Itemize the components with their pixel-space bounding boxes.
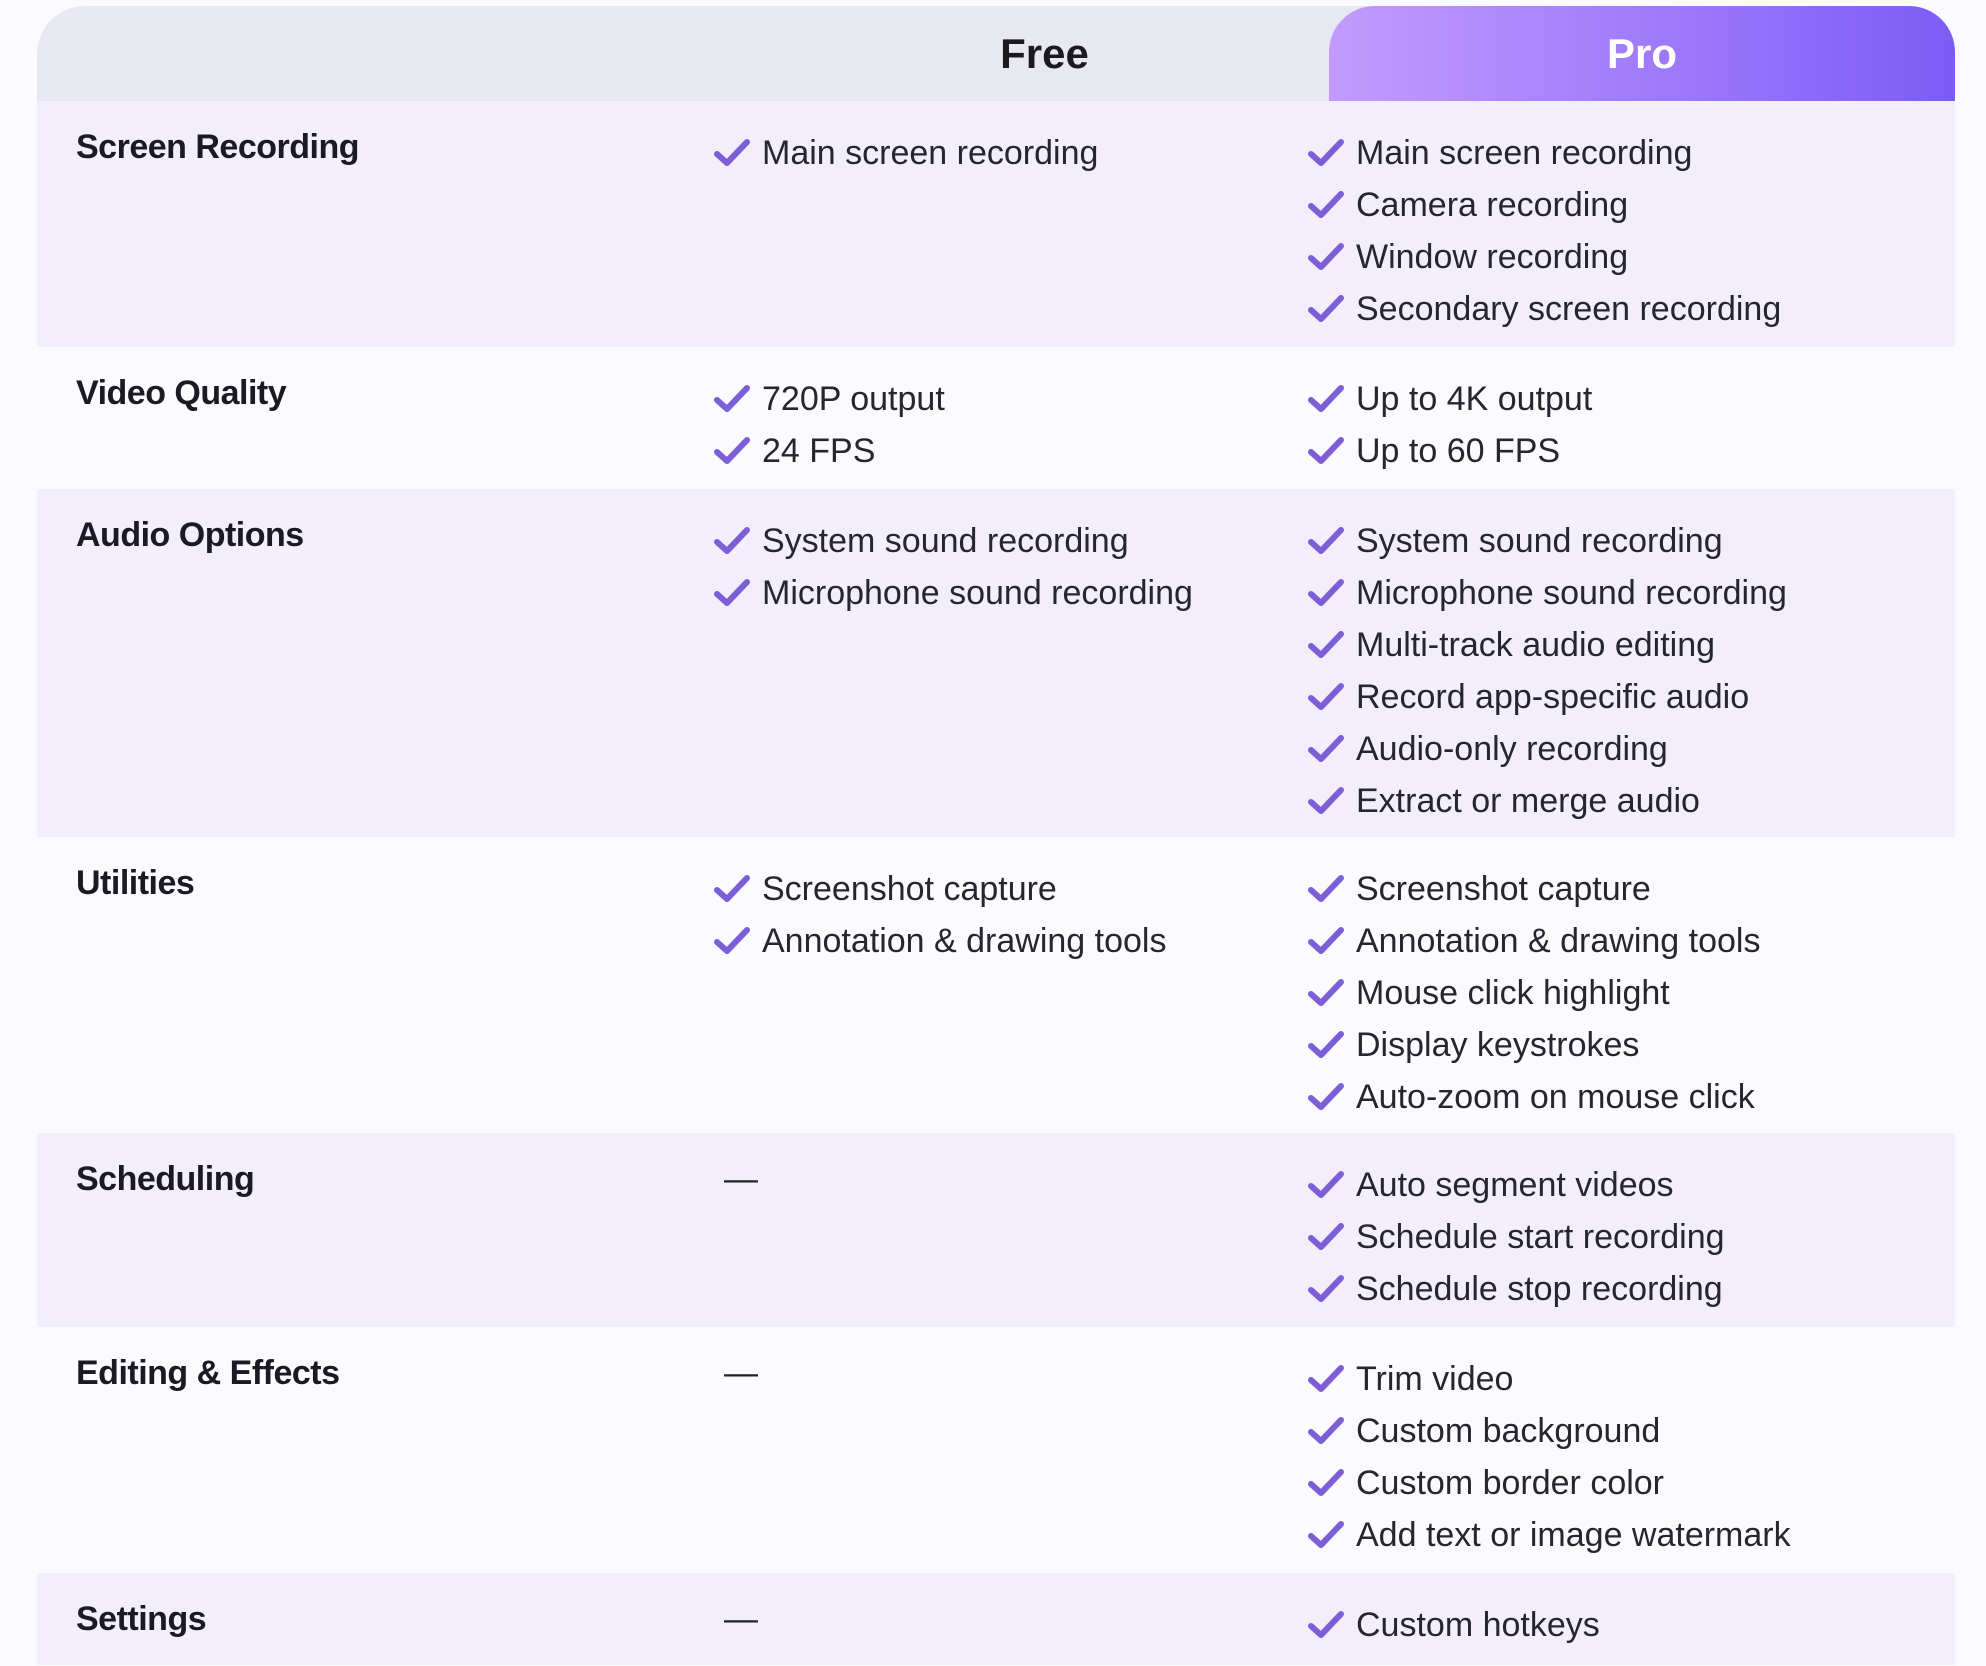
feature-item: [1308, 671, 1955, 723]
check-icon: [714, 138, 750, 168]
check-icon: [1308, 1610, 1344, 1640]
feature-label: Schedule start recording: [1356, 1217, 1725, 1256]
check-icon: [1308, 526, 1344, 556]
feature-label: Custom hotkeys: [1356, 1605, 1600, 1644]
free-features: [714, 837, 1308, 967]
check-icon: [1308, 1274, 1344, 1304]
feature-item: [1308, 863, 1955, 915]
not-included-dash: —: [724, 1354, 758, 1392]
check-icon: [1308, 630, 1344, 660]
check-icon: [1308, 874, 1344, 904]
table-header: [37, 6, 1955, 101]
check-icon: [714, 436, 750, 466]
row-scheduling: [37, 1133, 1955, 1327]
feature-label: Mouse click highlight: [1356, 973, 1670, 1012]
feature-label: Annotation & drawing tools: [1356, 921, 1761, 960]
check-icon: [714, 578, 750, 608]
feature-item: [1308, 283, 1955, 335]
row-audio-options: [37, 489, 1955, 837]
feature-label: System sound recording: [762, 521, 1129, 560]
feature-label: Add text or image watermark: [1356, 1515, 1791, 1554]
feature-item: [714, 373, 1308, 425]
check-icon: [1308, 1082, 1344, 1112]
check-icon: [1308, 1468, 1344, 1498]
check-icon: [1308, 786, 1344, 816]
check-icon: [714, 526, 750, 556]
feature-item: [1308, 619, 1955, 671]
feature-item: [1308, 1405, 1955, 1457]
feature-item: [714, 127, 1308, 179]
check-icon: [1308, 682, 1344, 712]
feature-label: Secondary screen recording: [1356, 289, 1782, 328]
check-icon: [1308, 190, 1344, 220]
feature-label: Schedule stop recording: [1356, 1269, 1723, 1308]
not-included-dash: —: [724, 1160, 758, 1198]
free-features: [714, 101, 1308, 179]
row-screen-recording: [37, 101, 1955, 347]
pro-plan-header: Pro: [1329, 6, 1955, 101]
check-icon: [1308, 926, 1344, 956]
feature-item: [1308, 1159, 1955, 1211]
feature-label: Custom border color: [1356, 1463, 1665, 1502]
free-features: [714, 1573, 1308, 1639]
pro-features: [1308, 1133, 1955, 1315]
feature-label: Audio-only recording: [1356, 729, 1668, 768]
feature-label: Window recording: [1356, 237, 1629, 276]
feature-item: [1308, 231, 1955, 283]
row-settings: [37, 1573, 1955, 1665]
feature-item: [1308, 915, 1955, 967]
row-utilities: [37, 837, 1955, 1133]
category-label: Editing & Effects: [76, 1354, 340, 1392]
category-label: Utilities: [76, 864, 195, 902]
feature-label: System sound recording: [1356, 521, 1723, 560]
category-label: Screen Recording: [76, 128, 359, 166]
check-icon: [1308, 294, 1344, 324]
free-features: [714, 1327, 1308, 1393]
feature-label: Screenshot capture: [1356, 869, 1651, 908]
feature-item: [1308, 567, 1955, 619]
row-video-quality: [37, 347, 1955, 489]
feature-item: [1308, 1353, 1955, 1405]
feature-label: Main screen recording: [762, 133, 1099, 172]
feature-label: Display keystrokes: [1356, 1025, 1640, 1064]
check-icon: [1308, 138, 1344, 168]
feature-item: [1308, 425, 1955, 477]
feature-item: [1308, 1263, 1955, 1315]
check-icon: [1308, 384, 1344, 414]
feature-item: [714, 425, 1308, 477]
check-icon: [714, 926, 750, 956]
category-label: Video Quality: [76, 374, 287, 412]
free-features: [714, 1133, 1308, 1199]
row-editing-effects: [37, 1327, 1955, 1573]
feature-label: 720P output: [762, 379, 945, 418]
feature-label: Multi-track audio editing: [1356, 625, 1716, 664]
feature-label: Screenshot capture: [762, 869, 1057, 908]
feature-label: 24 FPS: [762, 431, 876, 470]
feature-label: Microphone sound recording: [762, 573, 1193, 612]
check-icon: [1308, 436, 1344, 466]
check-icon: [714, 384, 750, 414]
check-icon: [1308, 978, 1344, 1008]
check-icon: [1308, 1364, 1344, 1394]
check-icon: [1308, 242, 1344, 272]
feature-item: [1308, 1211, 1955, 1263]
feature-item: [714, 863, 1308, 915]
check-icon: [714, 874, 750, 904]
feature-label: Custom background: [1356, 1411, 1661, 1450]
feature-item: [1308, 515, 1955, 567]
pro-features: [1308, 837, 1955, 1123]
category-label: Scheduling: [76, 1160, 255, 1198]
feature-item: [1308, 1457, 1955, 1509]
feature-item: [1308, 1509, 1955, 1561]
free-features: [714, 347, 1308, 477]
feature-item: [1308, 373, 1955, 425]
check-icon: [1308, 1520, 1344, 1550]
feature-item: [1308, 723, 1955, 775]
feature-item: [1308, 775, 1955, 827]
comparison-table: [37, 6, 1955, 1665]
feature-item: [1308, 1599, 1955, 1651]
feature-label: Microphone sound recording: [1356, 573, 1787, 612]
check-icon: [1308, 1030, 1344, 1060]
check-icon: [1308, 578, 1344, 608]
check-icon: [1308, 1222, 1344, 1252]
feature-label: Extract or merge audio: [1356, 781, 1700, 820]
feature-item: [1308, 179, 1955, 231]
feature-label: Trim video: [1356, 1359, 1514, 1398]
feature-item: [1308, 127, 1955, 179]
free-features: [714, 489, 1308, 619]
feature-label: Up to 4K output: [1356, 379, 1593, 418]
pro-features: [1308, 1573, 1955, 1651]
not-included-dash: —: [724, 1600, 758, 1638]
feature-item: [1308, 1019, 1955, 1071]
category-label: Settings: [76, 1600, 207, 1638]
feature-label: Main screen recording: [1356, 133, 1693, 172]
feature-label: Auto-zoom on mouse click: [1356, 1077, 1755, 1116]
feature-item: [714, 915, 1308, 967]
category-label: Audio Options: [76, 516, 304, 554]
check-icon: [1308, 1416, 1344, 1446]
feature-label: Annotation & drawing tools: [762, 921, 1167, 960]
pro-features: [1308, 347, 1955, 477]
check-icon: [1308, 734, 1344, 764]
pro-features: [1308, 489, 1955, 827]
feature-item: [1308, 1071, 1955, 1123]
feature-label: Auto segment videos: [1356, 1165, 1674, 1204]
feature-label: Up to 60 FPS: [1356, 431, 1561, 470]
pro-features: [1308, 101, 1955, 335]
feature-item: [1308, 967, 1955, 1019]
feature-item: [714, 515, 1308, 567]
check-icon: [1308, 1170, 1344, 1200]
feature-item: [714, 567, 1308, 619]
free-plan-header: Free: [1000, 30, 1089, 77]
feature-label: Camera recording: [1356, 185, 1629, 224]
feature-label: Record app-specific audio: [1356, 677, 1750, 716]
pro-features: [1308, 1327, 1955, 1561]
